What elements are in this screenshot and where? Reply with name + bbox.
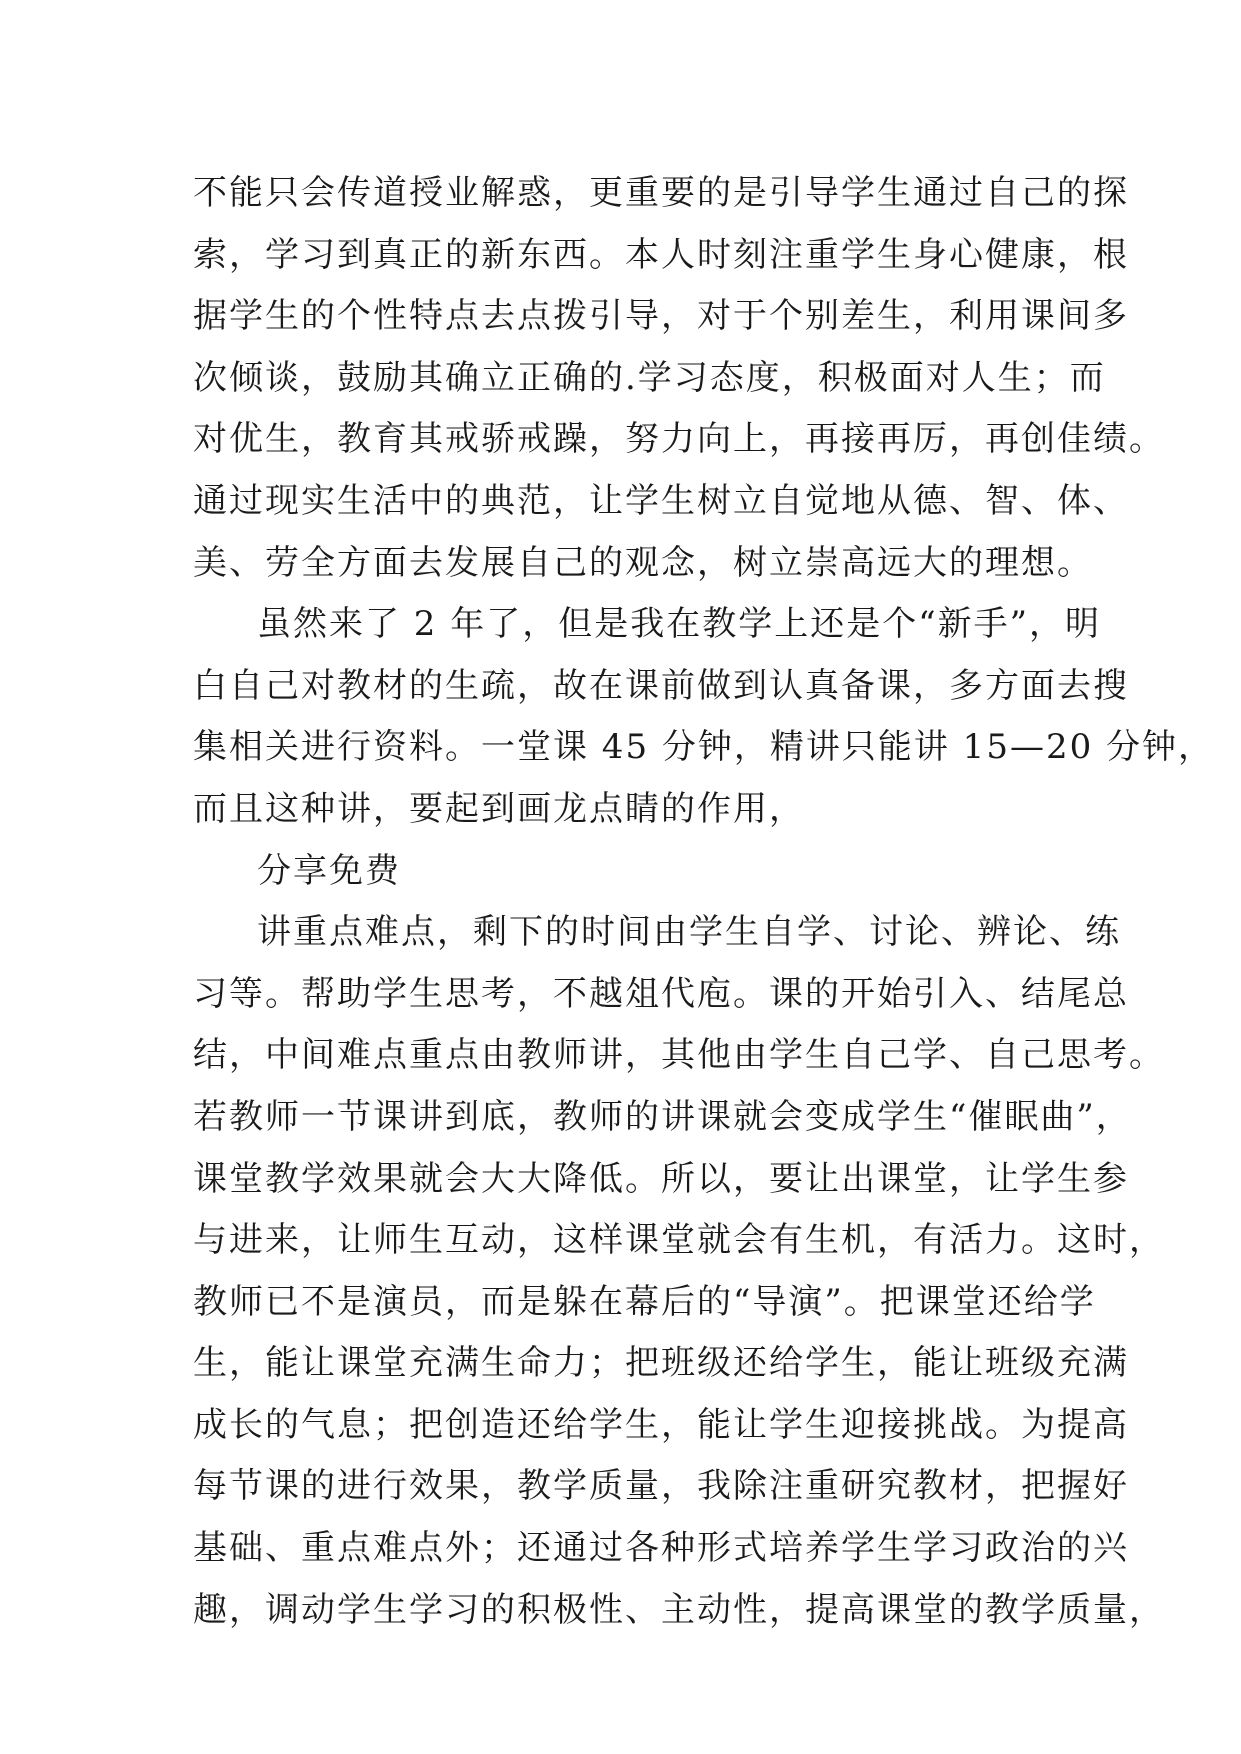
- text-line: 白自己对教材的生疏，故在课前做到认真备课，多方面去搜: [193, 665, 1129, 706]
- text-line: 通过现实生活中的典范，让学生树立自觉地从德、智、体、: [193, 480, 1129, 521]
- text-line: 基础、重点难点外；还通过各种形式培养学生学习政治的兴: [193, 1528, 1129, 1569]
- text-line: 集相关进行资料。一堂课 45 分钟，精讲只能讲 15—20 分钟，: [193, 727, 1215, 768]
- text-line: 分享免费: [257, 850, 401, 891]
- text-line: 习等。帮助学生思考，不越俎代庖。课的开始引入、结尾总: [193, 973, 1129, 1014]
- text-line: 据学生的个性特点去点拨引导，对于个别差生，利用课间多: [193, 296, 1129, 337]
- text-line: 结，中间难点重点由教师讲，其他由学生自己学、自己思考。: [193, 1035, 1165, 1076]
- text-line: 若教师一节课讲到底，教师的讲课就会变成学生“催眠曲”，: [193, 1096, 1132, 1137]
- text-line: 课堂教学效果就会大大降低。所以，要让出课堂，让学生参: [193, 1158, 1129, 1199]
- text-line: 不能只会传道授业解惑，更重要的是引导学生通过自己的探: [193, 173, 1129, 213]
- document-body: [193, 163, 1215, 1641]
- text-line: 趣，调动学生学习的积极性、主动性，提高课堂的教学质量，: [193, 1589, 1165, 1630]
- text-line: 虽然来了 2 年了，但是我在教学上还是个“新手”，明: [257, 604, 1102, 645]
- text-line: 教师已不是演员，而是躲在幕后的“导演”。把课堂还给学: [193, 1281, 1096, 1322]
- text-line: 讲重点难点，剩下的时间由学生自学、讨论、辨论、练: [257, 912, 1121, 953]
- text-line: 美、劳全方面去发展自己的观念，树立崇高远大的理想。: [193, 542, 1093, 583]
- text-line: 而且这种讲，要起到画龙点睛的作用，: [193, 788, 805, 829]
- text-line: 与进来，让师生互动，这样课堂就会有生机，有活力。这时，: [193, 1220, 1165, 1261]
- text-line: 每节课的进行效果，教学质量，我除注重研究教材，把握好: [193, 1466, 1129, 1507]
- text-line: 成长的气息；把创造还给学生，能让学生迎接挑战。为提高: [193, 1404, 1129, 1445]
- text-line: 对优生，教育其戒骄戒躁，努力向上，再接再厉，再创佳绩。: [193, 419, 1165, 460]
- text-line: 生，能让课堂充满生命力；把班级还给学生，能让班级充满: [193, 1343, 1129, 1384]
- text-line: 索，学习到真正的新东西。本人时刻注重学生身心健康，根: [193, 234, 1129, 275]
- text-line: 次倾谈，鼓励其确立正确的.学习态度，积极面对人生；而: [193, 357, 1106, 398]
